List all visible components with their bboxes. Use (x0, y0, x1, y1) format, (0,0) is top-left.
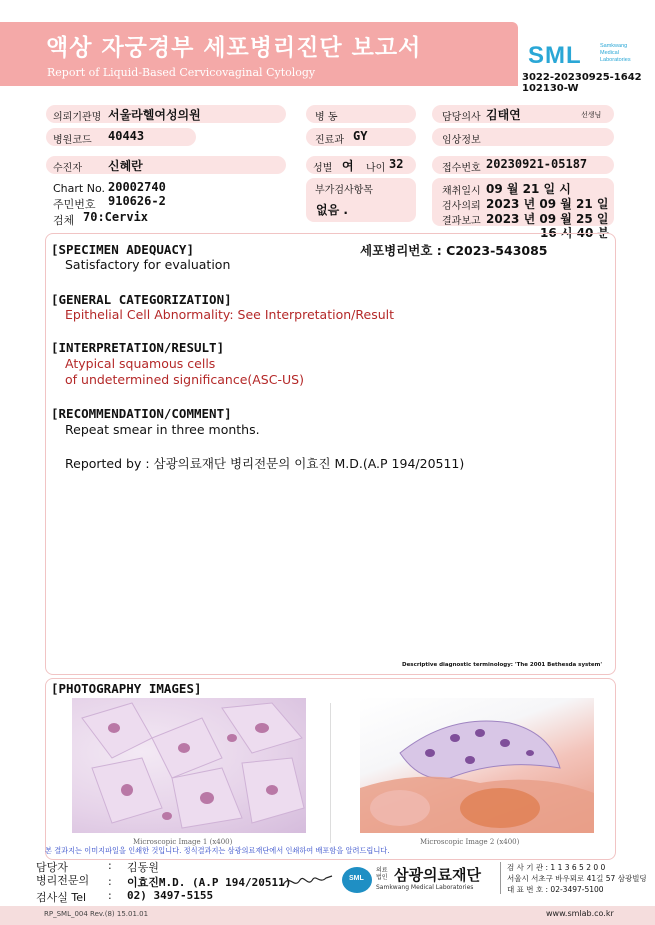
foundation-name-en: Samkwang Medical Laboratories (376, 884, 474, 891)
hospital-code-value: 40443 (108, 129, 145, 143)
sex-label: 성별 (313, 163, 333, 174)
bethesda-footnote: Descriptive diagnostic terminology: 'The 2001 Bethesda system' (402, 662, 603, 668)
image-1-caption: Microscopic Image 1 (x400) (133, 838, 233, 846)
general-categorization-text: Epithelial Cell Abnormality: See Interpretation/Result (65, 307, 394, 322)
interpretation-line-1: Atypical squamous cells (65, 356, 216, 371)
pathologist-value: 이효진M.D. (A.P 194/20511) (127, 876, 292, 889)
receipt-value: 20230921-05187 (486, 157, 588, 171)
foundation-name: 삼광의료재단 (394, 866, 481, 884)
report-date-value: 2023 년 09 월 25 일 (486, 212, 609, 226)
collect-value: 09 월 21 일 시 (486, 182, 571, 196)
rrn-label: 주민번호 (53, 198, 96, 211)
patient-pill (46, 156, 286, 174)
lab-tel-label: 검사실 Tel (36, 891, 87, 904)
extra-tests-label: 부가검사항목 (315, 185, 373, 196)
extra-tests-value: 없음 . (316, 203, 348, 217)
manager-colon: : (108, 859, 112, 872)
cytology-number: 세포병리번호 : C2023-543085 (360, 243, 548, 258)
photography-heading: [PHOTOGRAPHY IMAGES] (51, 681, 202, 696)
request-label: 검사의뢰 (442, 201, 481, 212)
doctor-value: 김태연 (486, 108, 521, 122)
document-id-suffix: 102130-W (522, 83, 579, 94)
interpretation-line-2: of undetermined significance(ASC-US) (65, 372, 304, 387)
doctor-label: 담당의사 (442, 112, 481, 123)
manager-label: 담당자 (36, 861, 68, 874)
photo-divider (330, 703, 331, 843)
ward-label: 병 동 (315, 112, 338, 123)
print-notice: 본 결과지는 이미지파일을 인쇄한 것입니다. 정식결과지는 삼광의료재단에서 인쇄하여 배포함을 알려드립니다. (45, 846, 390, 855)
lab-tel-value: 02) 3497-5155 (127, 889, 214, 902)
report-title: 액상 자궁경부 세포병리진단 보고서 (46, 35, 422, 61)
patient-label: 수진자 (53, 163, 82, 174)
microscopic-image-1 (72, 698, 306, 833)
website-link[interactable]: www.smlab.co.kr (546, 909, 614, 918)
foundation-emblem-text: SML (349, 875, 364, 882)
specimen-adequacy-heading: [SPECIMEN ADEQUACY] (51, 242, 194, 257)
recommendation-text: Repeat smear in three months. (65, 422, 260, 437)
general-categorization-heading: [GENERAL CATEGORIZATION] (51, 292, 232, 307)
recommendation-heading: [RECOMMENDATION/COMMENT] (51, 406, 232, 421)
sex-value: 여 (342, 159, 354, 173)
chart-label: Chart No. (53, 182, 105, 195)
pathologist-label: 병리전문의 (36, 874, 90, 887)
report-date-label: 결과보고 (442, 216, 481, 227)
dept-value: GY (353, 129, 368, 143)
document-id: 3022-20230925-1642 (522, 72, 642, 83)
interpretation-heading: [INTERPRETATION/RESULT] (51, 340, 225, 355)
foundation-prefix: 의료 법인 (376, 867, 388, 881)
patient-value: 신혜란 (108, 159, 143, 173)
sml-logo: SML (528, 42, 582, 69)
report-time-value: 16 시 40 분 (540, 226, 610, 240)
dept-label: 진료과 (315, 135, 344, 146)
doctor-suffix: 선생님 (581, 111, 602, 119)
clinical-label: 임상정보 (442, 135, 481, 146)
specimen-value: 70:Cervix (83, 210, 149, 224)
receipt-label: 접수번호 (442, 163, 481, 174)
signature (280, 870, 335, 892)
microscopic-image-2 (360, 698, 594, 833)
form-revision: RP_SML_004 Rev.(8) 15.01.01 (44, 910, 149, 918)
image-2-caption: Microscopic Image 2 (x400) (420, 838, 520, 846)
reported-by: Reported by : 삼광의료재단 병리전문의 이효진 M.D.(A.P 194/20511) (65, 456, 465, 471)
rrn-value: 910626-2 (108, 194, 166, 208)
foundation-info: 검 사 기 관 : 1 1 3 6 5 2 0 0 서울시 서초구 바우뫼로 41길 57 삼광빌딩 대 표 번 호 : 02-3497-5100 (507, 863, 647, 894)
collect-label: 채취일시 (442, 186, 481, 197)
lab-tel-colon: : (108, 889, 112, 902)
age-label: 나이 (366, 163, 386, 174)
specimen-adequacy-text: Satisfactory for evaluation (65, 257, 231, 272)
pathologist-colon: : (108, 875, 112, 888)
sml-logo-subtitle: Samkwang Medical Laboratories (600, 43, 631, 63)
institution-value: 서울라헬여성의원 (108, 108, 201, 122)
foundation-logo (342, 863, 497, 897)
specimen-label: 검체 (53, 214, 75, 227)
request-value: 2023 년 09 월 21 일 (486, 197, 609, 211)
chart-value: 20002740 (108, 180, 166, 194)
age-value: 32 (389, 157, 404, 171)
institution-label: 의뢰기관명 (53, 112, 102, 123)
footer-divider (500, 862, 501, 894)
manager-value: 김동원 (127, 861, 159, 874)
report-subtitle: Report of Liquid-Based Cervicovaginal Cytology (47, 66, 316, 79)
hospital-code-label: 병원코드 (53, 135, 92, 146)
